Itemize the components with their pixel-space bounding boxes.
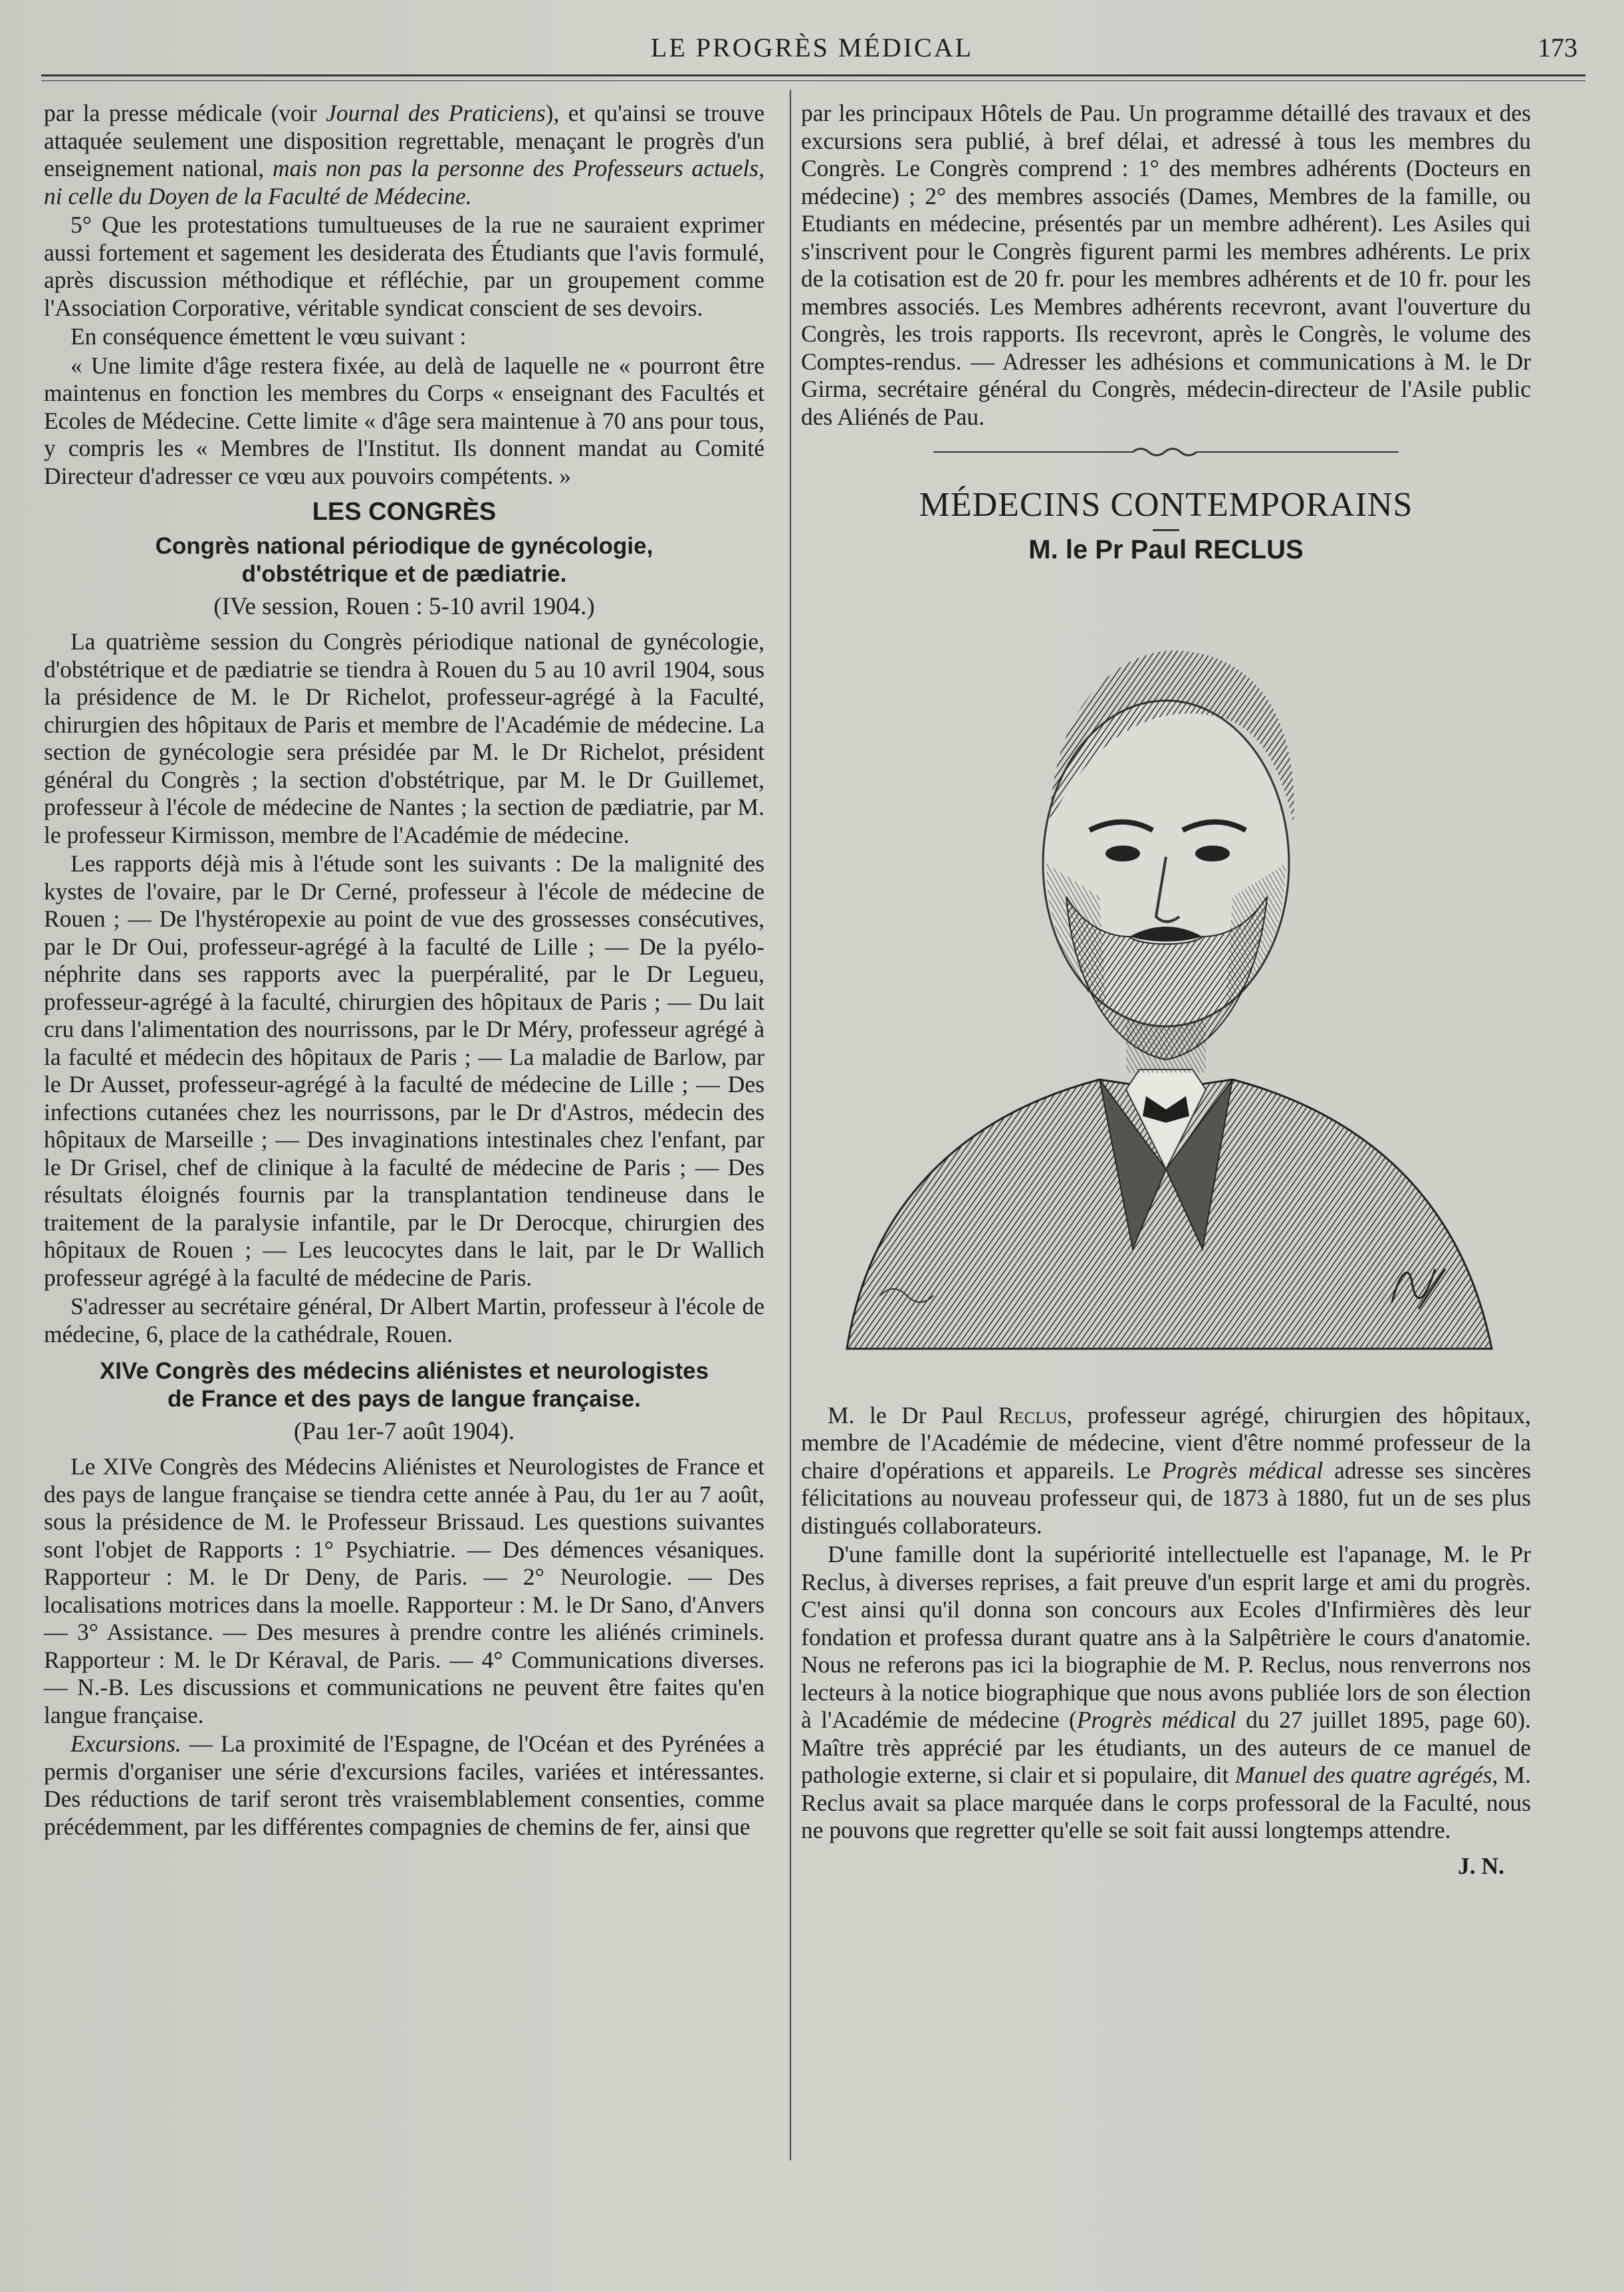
congress1-date: (IVe session, Rouen : 5-10 avril 1904.) — [213, 593, 595, 620]
bio1-name: Reclus — [998, 1401, 1067, 1429]
ornament-divider — [933, 444, 1399, 460]
subject-name: M. le Pr Paul RECLUS — [1028, 535, 1304, 564]
bio2-text-c: , M. Reclus avait sa place marquée dans le corps professoral de la Faculté, nous ne pouvons que regretter qu'elle se soit fait aussi longtemps attendre. — [801, 1762, 1531, 1843]
intro-text-b: ), et qu'ainsi se trouve attaquée seulement une disposition regrettable, menaçant le progrès d'un enseignement national, — [44, 100, 764, 181]
journal-title: LE PROGRÈS MÉDICAL — [650, 33, 974, 62]
congress2-continuation: par les principaux Hôtels de Pau. Un programme détaillé des travaux et des excursions sera publié, à bref délai, et adressé à tous les membres du Congrès. Le Congrès comprend : 1° des membres adhérents (Docteurs en médecine) ; 2° des membres associés (Dames, Membres de la famille, ou Etudiants en médecine, présentés par un membre adhérent). Les Asiles qui s'inscrivent pour le Congrès figurent parmi les membres adhérents. Le prix de la cotisation est de 20 fr. pour les membres adhérents et de 10 fr. pour les membres associés. Les Membres adhérents recevront, avant l'ouverture du Congrès, les trois rapports. Ils recevront, après le Congrès, le volume des Comptes-rendus. — Adresser les adhésions et communications à M. le Dr Girma, secrétaire général du Congrès, médecin-directeur de l'Asile public des Aliénés de Pau. — [801, 100, 1531, 430]
consequence-line: En conséquence émettent le vœu suivant : — [70, 323, 467, 350]
bio2-text-a: D'une famille dont la supériorité intellectuelle est l'apanage, M. le Pr Reclus, à diverses reprises, a fait preuve d'un esprit large et ami du progrès. C'est ainsi qu'il donna son concours aux Ecoles d'Infirmières dès leur fondation et professa durant quatre ans à la Salpêtrière le cours d'anatomie. Nous ne referons pas ici la biographie de M. P. Reclus, nous renverrons nos lecteurs à la notice biographique que nous avons publiée lors de son élection à l'Académie de médecine ( — [801, 1541, 1531, 1733]
bio1-text-c: adresse ses sincères félicitations au nouveau professeur qui, de 1873 à 1880, fut un de ses plus distingués collaborateurs. — [801, 1456, 1532, 1539]
page-number: 173 — [1538, 33, 1577, 62]
bio2-journal: Progrès médical — [1076, 1706, 1236, 1733]
bio-paragraph-1 — [801, 1402, 1531, 1540]
excursions-text: — La proximité de l'Espagne, de l'Océan et des Pyrénées a permis d'organiser une série d'excursions faciles, variées et intéressantes. Des réductions de tarif seront très vraisemblablement consenties, comme précédemment, par les différentes compagnies de chemins de fer, ainsi que — [44, 1730, 764, 1840]
bio1-journal: Progrès médical — [1162, 1456, 1324, 1484]
congress1-title — [44, 532, 764, 588]
congress1-title-line2: d'obstétrique et de pædiatrie. — [241, 561, 567, 587]
intro-journal: Journal des Praticiens — [326, 100, 546, 126]
bio-paragraph-2 — [801, 1541, 1531, 1845]
intro-italic: mais non pas la personne des Professeurs actuels, ni celle du Doyen de la Faculté de Médecine. — [44, 155, 764, 209]
congress2-excursions — [44, 1730, 764, 1841]
voeu-quote: « Une limite d'âge restera fixée, au delà de laquelle ne « pourront être maintenus en fonction les membres du Corps « enseignant des Facultés et Ecoles de Médecine. Cette limite « d'âge sera maintenue à 70 ans pour tous, y compris les « Membres de l'Institut. Ils donnent mandat au Comité Directeur d'adresser ce vœu aux pouvoirs compétents. » — [44, 352, 764, 489]
congress2-date: (Pau 1er-7 août 1904). — [293, 1418, 515, 1445]
author-signature: J. N. — [1457, 1852, 1504, 1879]
excursions-label: Excursions. — [70, 1730, 181, 1757]
point-5: 5° Que les protestations tumultueuses de la rue ne sauraient exprimer aussi fortement et sagement les desiderata des Étudiants que l'avis formulé, après discussion méthodique et réfléchie, par un groupement comme l'Association Corporative, véritable syndicat conscient de ses devoirs. — [44, 211, 764, 321]
bio1-text-a: M. le Dr Paul — [828, 1401, 998, 1429]
congress1-paragraph-3: S'adresser au secrétaire général, Dr Albert Martin, professeur à l'école de médecine, 6, place de la cathédrale, Rouen. — [44, 1293, 764, 1347]
header-rule-thick — [41, 74, 1585, 76]
congress2-title-line1: XIVe Congrès des médecins aliénistes et neurologistes — [99, 1358, 709, 1384]
congress1-paragraph-1: La quatrième session du Congrès périodique national de gynécologie, d'obstétrique et de pædiatrie se tiendra à Rouen du 5 au 10 avril 1904, sous la présidence de M. le Dr Richelot, professeur-agrégé à la Faculté, chirurgien des hôpitaux de Paris et membre de l'Académie de médecine. La section de gynécologie sera présidée par M. le Dr Richelot, président général du Congrès ; la section d'obstétrique, par M. le Dr Guillemet, professeur à l'école de médecine de Nantes ; la section de pædiatrie, par M. le professeur Kirmisson, membre de l'Académie de médecine. — [44, 628, 764, 848]
bio1-text-b: , professeur agrégé, chirurgien des hôpitaux, membre de l'Académie de médecine, vient d'être nommé professeur de la chaire d'opérations et appareils. Le — [801, 1401, 1531, 1484]
section-title-congres: LES CONGRÈS — [312, 498, 497, 526]
congress2-title-line2: de France et des pays de langue française. — [168, 1386, 641, 1412]
congress2-paragraph-1: Le XIVe Congrès des Médecins Aliénistes et Neurologistes de France et des pays de langue française se tiendra cette année à Pau, du 1er au 7 août, sous la présidence de M. le Professeur Brissaud. Les questions suivantes sont l'objet de Rapports : 1° Psychiatrie. — Des démences vésaniques. Rapporteur : M. le Dr Deny, de Paris. — 2° Neurologie. — Des localisations motrices dans la moelle. Rapporteur : M. le Dr Sano, d'Anvers — 3° Assistance. — Des mesures à prendre contre les aliénés criminels. Rapporteur : M. le Dr Kéraval, de Paris. — 4° Communications diverses. — N.-B. Les discussions et communications ne peuvent être faites qu'en langue française. — [44, 1453, 764, 1728]
left-column — [44, 100, 764, 1842]
portrait-engraving — [820, 584, 1512, 1382]
right-column — [801, 100, 1531, 1880]
bio2-text-b: du 27 juillet 1895, page 60). Maître très apprécié par les étudiants, un des auteurs de ce manuel de pathologie externe, si clair et si populaire, dit — [801, 1706, 1531, 1788]
congress1-title-line1: Congrès national périodique de gynécologie, — [155, 533, 653, 559]
page-header — [47, 27, 1577, 73]
column-divider — [790, 90, 791, 2160]
intro-text-a: par la presse médicale (voir — [44, 100, 326, 126]
congress2-title — [44, 1357, 764, 1413]
intro-paragraph — [44, 100, 764, 210]
title-small-rule — [1153, 529, 1179, 531]
section-title-medecins: MÉDECINS CONTEMPORAINS — [919, 486, 1413, 524]
bio2-manual: Manuel des quatre agrégés — [1234, 1762, 1492, 1788]
congress1-paragraph-2: Les rapports déjà mis à l'étude sont les suivants : De la malignité des kystes de l'ovaire, par le Dr Cerné, professeur à l'école de médecine de Rouen ; — De l'hystéropexie au point de vue des grossesses consécutives, par le Dr Oui, professeur-agrégé à la faculté de Lille ; — De la pyélo-néphrite dans ses rapports avec la puerpéralité, par le Dr Legueu, professeur-agrégé à la faculté, chirurgien des hôpitaux de Paris ; — Du lait cru dans l'alimentation des nourrissons, par le Dr Méry, professeur agrégé à la faculté et médecin des hôpitaux de Paris ; — La maladie de Barlow, par le Dr Ausset, professeur-agrégé à la faculté de médecine de Lille ; — Des infections cutanées chez les nourrissons, par le Dr d'Astros, médecin des hôpitaux de Marseille ; — Des invaginations intestinales chez l'enfant, par le Dr Grisel, chef de clinique à la faculté de médecine de Paris ; — Des résultats éloignés fournis par la transplantation tendineuse dans le traitement de la paralysie infantile, par le Dr Derocque, chirurgien des hôpitaux de Rouen ; — Les leucocytes dans le lait, par le Dr Wallich professeur agrégé à la faculté de médecine de Paris. — [44, 850, 764, 1291]
header-rule-thin — [41, 80, 1585, 81]
